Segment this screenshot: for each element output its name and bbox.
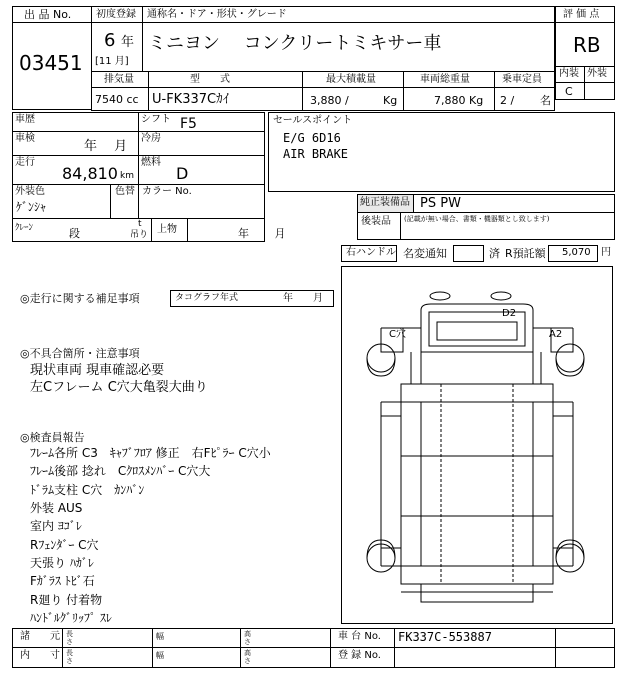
defect-line2: 左Cフレーム C穴大亀裂大曲り bbox=[30, 380, 208, 395]
report-line: ﾄﾞﾗﾑ支柱 C穴 ｶﾝﾊﾞﾝ bbox=[30, 483, 145, 497]
crane-t: t bbox=[138, 219, 142, 229]
report-line: ﾌﾚｰﾑ後部 捻れ Cｸﾛｽﾒﾝﾊﾞｰ C穴大 bbox=[30, 464, 211, 478]
footer-box bbox=[12, 628, 615, 668]
report-line: 室内 ﾖｺﾞﾚ bbox=[30, 519, 82, 533]
aftermarket-label: 後装品 bbox=[361, 216, 391, 227]
recycle-amount: 5,070 bbox=[562, 247, 591, 258]
mileage-label: 走行 bbox=[15, 157, 35, 168]
report-line: 外装 AUS bbox=[30, 501, 83, 515]
inspection-label: 車検 bbox=[15, 133, 35, 144]
sales-point-line1: E/G 6D16 bbox=[283, 131, 341, 145]
interior-dims-label: 内 寸 bbox=[20, 650, 60, 661]
driving-notes-title: ◎走行に関する補足事項 bbox=[20, 292, 140, 305]
diagram-label-d2: D2 bbox=[502, 308, 517, 319]
sales-point-line2: AIR BRAKE bbox=[283, 147, 349, 161]
lot-label: 出 品 No. bbox=[24, 8, 72, 21]
rhd-label: 右ハンドル bbox=[346, 247, 396, 258]
year-unit: 年 bbox=[121, 35, 135, 50]
shift-value: F5 bbox=[180, 116, 197, 132]
recycle-unit: 円 bbox=[601, 247, 611, 258]
width-label: 幅 bbox=[156, 632, 164, 641]
displacement-label: 排気量 bbox=[104, 74, 134, 85]
fuel-label: 燃料 bbox=[141, 157, 161, 168]
color-change-label: 色替 bbox=[115, 186, 135, 197]
chassis-label: 車 台 No. bbox=[338, 631, 381, 642]
vehicle-name: ミニヨン コンクリートミキサー車 bbox=[148, 33, 442, 54]
equipment-value: PS PW bbox=[420, 196, 461, 211]
inspector-title: ◎検査員報告 bbox=[20, 431, 85, 444]
report-line: ﾊﾝﾄﾞﾙｸﾞﾘｯﾌﾟ ｽﾚ bbox=[30, 611, 112, 625]
max-load-unit: Kg bbox=[383, 94, 398, 107]
inspection-value: 年 月 bbox=[84, 139, 128, 154]
capacity-label: 乗車定員 bbox=[502, 74, 542, 85]
sales-point-label: セールスポイント bbox=[273, 115, 353, 126]
report-line: R廻り 付着物 bbox=[30, 593, 103, 607]
exterior-color-value: ｹﾞﾝｼｬ bbox=[16, 200, 47, 214]
interior-score-label: 内装 bbox=[559, 68, 579, 79]
gross-weight-label: 車両総重量 bbox=[420, 74, 470, 85]
mileage-unit: km bbox=[120, 171, 134, 181]
model-value: U-FK337Cｶｲ bbox=[152, 92, 230, 107]
defect-title: ◎不具合箇所・注意事項 bbox=[20, 347, 140, 360]
crane-stage: 段 bbox=[69, 227, 80, 240]
report-line: Fｶﾞﾗｽ ﾄﾋﾞ石 bbox=[30, 574, 95, 588]
chassis-number: FK337C-553887 bbox=[398, 630, 492, 644]
capacity-value: 2 / bbox=[500, 94, 515, 107]
vehicle-diagram bbox=[341, 266, 613, 624]
exterior-score-label: 外装 bbox=[587, 68, 607, 79]
model-label: 型 式 bbox=[190, 74, 230, 85]
report-line: 天張り ﾊｶﾞﾚ bbox=[30, 556, 94, 570]
lot-number: 03451 bbox=[19, 51, 83, 75]
name-change-box bbox=[453, 245, 484, 262]
color-number-label: カラー No. bbox=[142, 186, 192, 197]
exterior-color-label: 外装色 bbox=[15, 186, 45, 197]
shift-label: シフト bbox=[141, 114, 171, 125]
upper-label: 上物 bbox=[157, 224, 177, 235]
length-label-2: 長さ bbox=[66, 649, 73, 665]
dims-label: 諸 元 bbox=[20, 631, 60, 642]
capacity-unit: 名 bbox=[540, 94, 551, 107]
report-line: ﾌﾚｰﾑ各所 C3 ｷｬﾌﾞﾌﾛｱ 修正 右Fﾋﾟﾗｰ C穴小 bbox=[30, 446, 271, 460]
diagram-label-a2: A2 bbox=[549, 329, 563, 340]
width-label-2: 幅 bbox=[156, 651, 164, 660]
aircon-label: 冷房 bbox=[141, 133, 161, 144]
first-reg-month: [11 月] bbox=[95, 56, 129, 67]
tachograph-label: タコグラフ年式 bbox=[175, 293, 239, 303]
crane-hang: 吊り bbox=[130, 230, 149, 240]
history-label: 車歴 bbox=[15, 114, 35, 125]
height-label: 高さ bbox=[244, 630, 251, 646]
report-line: Rﾌｪﾝﾀﾞｰ C穴 bbox=[30, 538, 99, 552]
displacement-value: 7540 cc bbox=[95, 93, 139, 106]
length-label: 長さ bbox=[66, 630, 73, 646]
vehicle-name-label: 通称名・ドア・形状・グレード bbox=[147, 9, 287, 20]
diagram-label-c: C穴 bbox=[389, 329, 406, 340]
first-reg-label: 初度登録 bbox=[96, 9, 136, 20]
score-value: RB bbox=[573, 33, 601, 57]
crane-label: ｸﾚｰﾝ bbox=[15, 223, 34, 233]
max-load-value: 3,880 / bbox=[310, 94, 349, 107]
recycle-label: R預託額 bbox=[505, 247, 546, 260]
aftermarket-note: (記載が無い場合、書類・機器類とし致します) bbox=[404, 215, 550, 223]
defect-line1: 現状車両 現車確認必要 bbox=[30, 363, 165, 378]
recycle-prefix: 済 bbox=[489, 247, 500, 260]
score-label: 評 価 点 bbox=[563, 9, 600, 20]
name-change-label: 名変通知 bbox=[403, 247, 447, 260]
max-load-label: 最大積載量 bbox=[326, 74, 376, 85]
interior-score: C bbox=[565, 85, 573, 98]
mileage-value: 84,810 bbox=[62, 164, 118, 183]
height-label-2: 高さ bbox=[244, 649, 251, 665]
equipment-label: 純正装備品 bbox=[360, 197, 410, 208]
gross-weight-value: 7,880 Kg bbox=[434, 94, 484, 107]
fuel-value: D bbox=[176, 164, 189, 183]
upper-date: 年 月 bbox=[238, 227, 286, 240]
tachograph-value: 年 月 bbox=[283, 293, 323, 304]
first-reg-year: 6 bbox=[104, 30, 116, 51]
registration-label: 登 録 No. bbox=[338, 650, 381, 661]
